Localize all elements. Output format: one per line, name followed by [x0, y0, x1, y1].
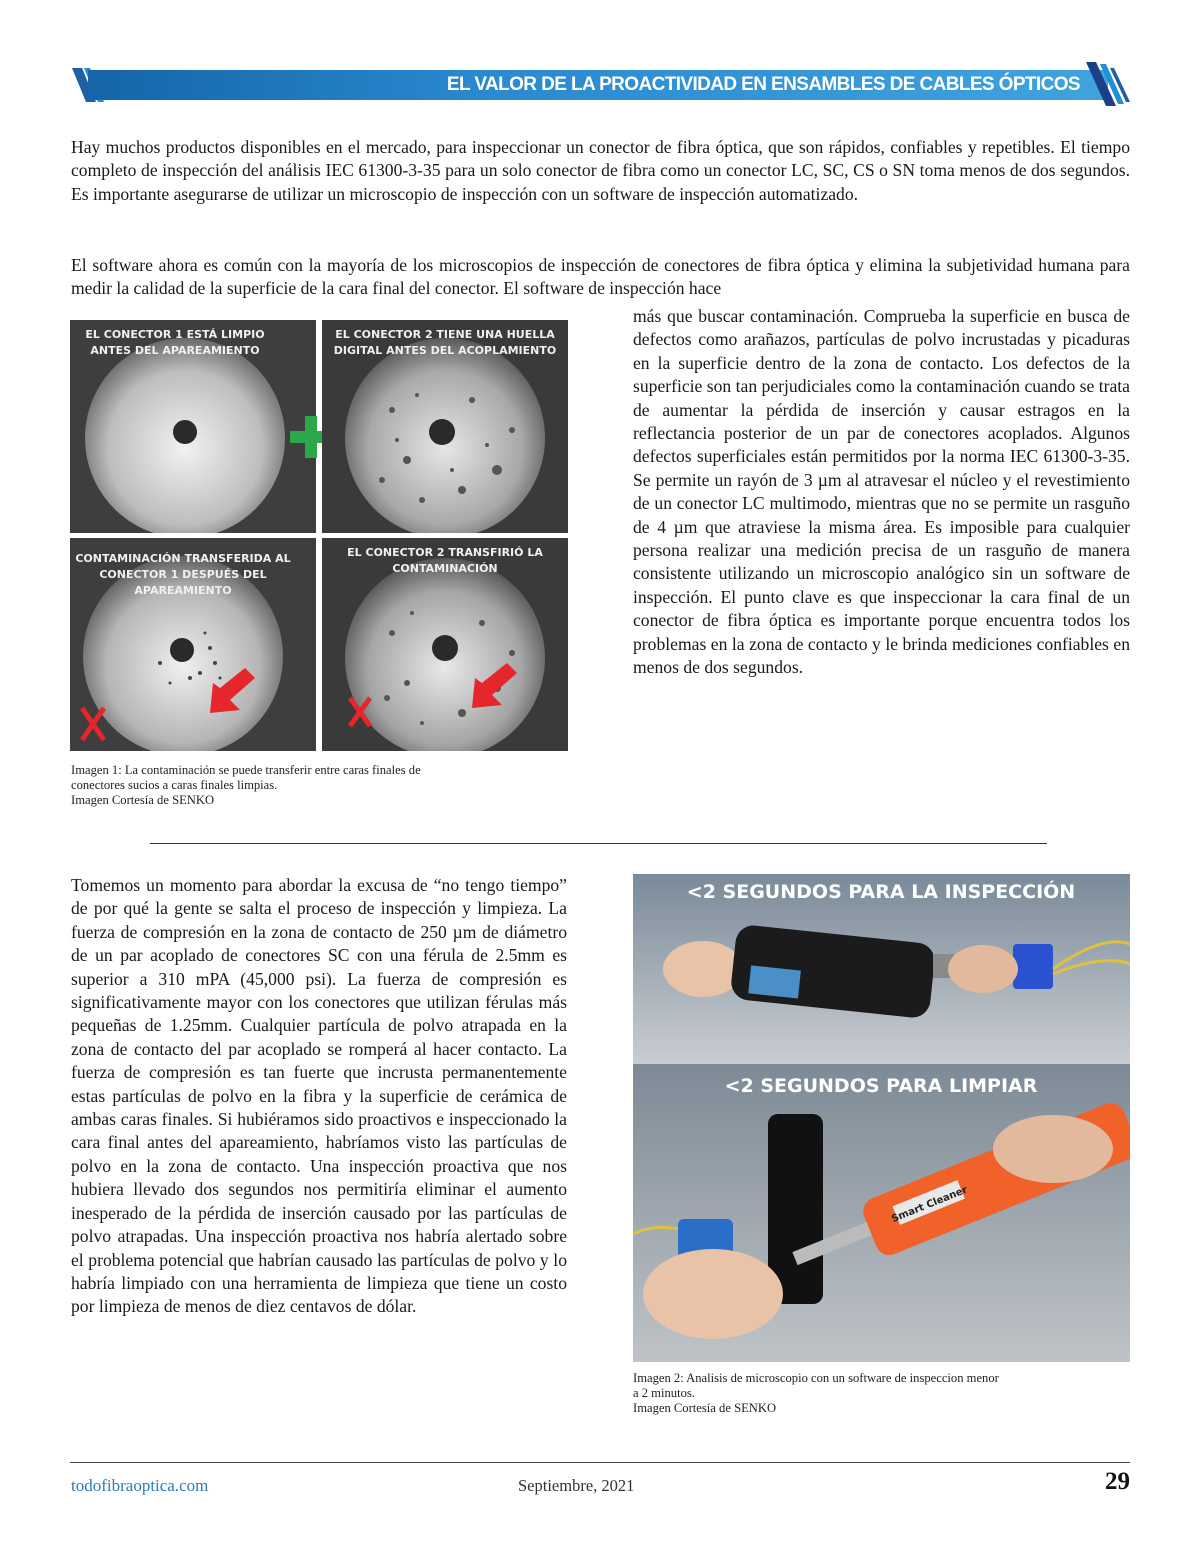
panel4-label-line1: EL CONECTOR 2 TRANSFIRIÓ LA	[347, 546, 543, 559]
header-title: EL VALOR DE LA PROACTIVIDAD EN ENSAMBLES DE CABLES ÓPTICOS	[446, 74, 1080, 95]
panel-connector2-transferred	[322, 538, 568, 751]
hand-right	[948, 945, 1018, 993]
figure2-caption: Imagen 2: Analisis de microscopio con un software de inspeccion menor a 2 minutos. Imagen Cortesía de SENKO	[633, 1371, 999, 1415]
paragraph-software-continued: más que buscar contaminación. Comprueba la superficie en busca de defectos como arañazos, partículas de polvo incrustadas y picaduras en la superficie dentro de la zona de contacto. Los defectos de la superficie son tan perjudiciales como la contaminación cuando se trata de aumentar la pérdida de inserción y causar estragos en la reflectancia posterior de un par de conectores acoplados. Algunos defectos superficiales están permitidos por la norma IEC 61300-3-35. Se permite un rayón de 3 µm al atravesar el núcleo y el revestimiento de un conector LC multimodo, mientras que no se permite un rasguño de 4 µm que atraviese la misma área. Es imposible para cualquier persona realizar una medición precisa de un rasguño de manera consistente utilizando un microscopio analógico sin un software de inspección. El punto clave es que inspeccionar la cara final de un conector de fibra óptica es importante porque encuentra todos los problemas en la zona de contacto y le brinda mediciones confiables en menos de dos segundos.	[633, 306, 1130, 678]
footer-date: Septiembre, 2021	[518, 1476, 635, 1495]
photo-top-label: <2 SEGUNDOS PARA LA INSPECCIÓN	[686, 881, 1076, 903]
figure-contamination-panels	[70, 320, 567, 750]
panel4-label-line2: CONTAMINACIÓN	[392, 562, 498, 575]
footer-divider	[70, 1462, 1130, 1463]
paragraph-no-time-excuse: Tomemos un momento para abordar la excusa de “no tengo tiempo” de por qué la gente se salta el proceso de inspección y limpieza. La fuerza de compresión en la zona de contacto de 250 µm de diámetro de un par acoplado de conectores SC con una férula de 2.5mm es superior a 310 mPA (45,000 psi). La fuerza de compresión es significativamente mayor con los conectores que utilizan férulas más pequeñas de 1.25mm. Cualquier partícula de polvo atrapada en la zona de contacto del par acoplado se romperá al hacer contacto. La fuerza de compresión es tan fuerte que incrusta permanentemente estas partículas de polvo en la fibra y la superficie de cerámica de ambas caras finales. Si hubiéramos sido proactivos e inspeccionado la cara final antes del apareamiento, habríamos visto las partículas de polvo en la zona de contacto. Una inspección proactiva que nos hubiera llevado dos segundos nos permitiría eliminar el aumento inesperado de la pérdida de inserción causado por las partículas de polvo atrapadas. Una inspección proactiva nos habría alertado sobre el problema potencial que habrían causado las partículas de polvo y lo habría limpiado con una herramienta de limpieza que tiene un costo por limpieza de menos de diez centavos de dólar.	[71, 875, 567, 1317]
microscope-label	[748, 965, 801, 998]
hand-upper	[993, 1115, 1113, 1183]
figure1-caption: Imagen 1: La contaminación se puede transferir entre caras finales de conectores sucios a caras finales limpias. Imagen Cortesía de SENKO	[71, 763, 421, 807]
figure-inspection-cleaning-photo	[633, 874, 1130, 1362]
paragraph-software: El software ahora es común con la mayoría de los microscopios de inspección de conectores de fibra óptica y elimina la subjetividad humana para medir la calidad de la superficie de la cara final del conector. El software de inspección hace	[71, 255, 1130, 299]
svg-text:Smart Cleaner: Smart Cleaner	[890, 1184, 970, 1226]
panel-connector2-fingerprint	[322, 320, 568, 533]
lc-adapter	[1013, 944, 1053, 989]
panel2-label-line1: EL CONECTOR 2 TIENE UNA HUELLA	[335, 328, 555, 341]
panel3-label-line2: CONECTOR 1 DESPUÉS DEL	[99, 568, 267, 581]
footer-site-link[interactable]: todofibraoptica.com	[71, 1476, 209, 1495]
header-stripes-right	[1072, 60, 1132, 110]
paragraph-intro: Hay muchos productos disponibles en el mercado, para inspeccionar un conector de fibra óptica, que son rápidos, confiables y repetibles. El tiempo completo de inspección del análisis IEC 61300-3-35 para un solo conector de fibra como un conector LC, SC, CS o SN toma menos de dos segundos. Es importante asegurarse de utilizar un microscopio de inspección con un software de inspección automatizado.	[71, 137, 1130, 204]
panel3-label-line1: CONTAMINACIÓN TRANSFERIDA AL	[75, 552, 291, 565]
panel3-label-line3: APAREAMIENTO	[134, 584, 232, 597]
section-divider	[150, 843, 1047, 844]
panel-connector1-clean	[70, 320, 316, 533]
hand-lower	[643, 1249, 783, 1339]
panel1-label-line1: EL CONECTOR 1 ESTÁ LIMPIO	[85, 328, 265, 341]
page-number: 29	[1105, 1468, 1130, 1495]
panel-connector1-contaminated	[70, 538, 316, 751]
hand-left	[663, 941, 743, 997]
page-header	[70, 66, 1132, 104]
panel1-label-line2: ANTES DEL APAREAMIENTO	[90, 344, 260, 357]
photo-bottom-label: <2 SEGUNDOS PARA LIMPIAR	[724, 1075, 1038, 1097]
panel2-label-line2: DIGITAL ANTES DEL ACOPLAMIENTO	[333, 344, 557, 357]
